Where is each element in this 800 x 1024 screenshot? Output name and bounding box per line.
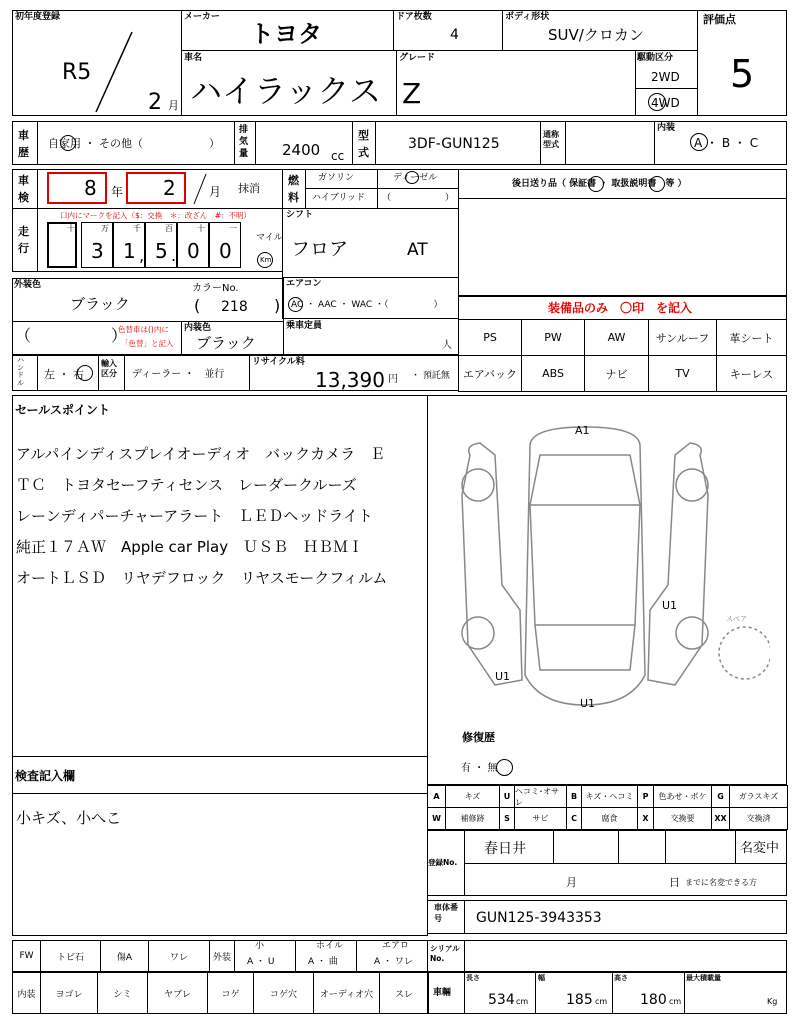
legend-code: P	[637, 785, 654, 808]
legend-desc: キズ・ヘコミ	[581, 785, 638, 808]
recycle-value: 13,390	[315, 368, 385, 392]
drive-4wd: 4WD	[651, 96, 680, 110]
spare-tire	[719, 627, 770, 679]
spare-label: スペア	[726, 615, 747, 623]
sales-line: レーンディパーチャーアラート ＬＥＤヘッドライト	[16, 507, 373, 525]
legend-code: C	[566, 807, 582, 830]
inspection-box	[12, 756, 428, 936]
legend-code: XX	[711, 807, 730, 830]
reg-label: 登録No.	[428, 858, 458, 867]
size-width-unit: cm	[595, 997, 608, 1006]
equipment-cell: TV	[648, 355, 717, 392]
color-code-label: カラーNo.	[192, 283, 239, 294]
color-code-open: (	[194, 296, 201, 315]
odo-unit-label: 十	[197, 224, 205, 233]
docs-circle-1	[588, 176, 604, 192]
fuel-diesel-check	[405, 171, 419, 184]
vin-label: 車体番号	[434, 903, 458, 923]
shaken-month-unit: 月	[209, 185, 222, 199]
odo-digit: 0	[187, 239, 200, 263]
docs-blank	[458, 198, 787, 296]
fuel-other: （ ）	[382, 193, 455, 203]
odo-unit-label: 万	[101, 224, 109, 233]
ext-col-value: A ・ U	[247, 957, 275, 967]
common-label: 通称型式	[543, 130, 559, 149]
int-item: コゲ穴	[253, 972, 314, 1014]
repair-value: 有 ・ 無	[461, 763, 498, 774]
change-note-1: 色替車は()内に	[118, 325, 169, 334]
score-label: 評価点	[703, 13, 736, 26]
model-value: 3DF-GUN125	[408, 136, 500, 152]
interior-grade-value: A ・ B ・ C	[694, 136, 759, 150]
recycle-deposit: ・ 預託無	[411, 371, 450, 381]
mileage-note: 口内にマークを記入（$：交換 ＊：改ざん #：不明）	[60, 211, 252, 220]
disp-label: 排気量	[239, 125, 249, 160]
fw-item: ワレ	[148, 940, 210, 972]
disp-value: 2400	[282, 141, 321, 159]
ac-value: AC ・ AAC ・ WAC ・（ ）	[291, 300, 443, 310]
exterior-label: 外装色	[14, 280, 42, 290]
fuel-gas: ガソリン	[318, 173, 355, 183]
mark-a1: A1	[575, 424, 590, 437]
ac-circle	[288, 297, 303, 312]
shift-label: シフト	[286, 210, 314, 220]
ext-col-title: 小	[255, 941, 265, 951]
model-label: 型式	[358, 129, 369, 159]
sales-line: アルパインディスプレイオーディオ バックカメラ Ｅ	[16, 445, 386, 463]
first-reg-era: R5	[62, 60, 92, 85]
score-value: 5	[730, 52, 755, 96]
color-code-value: 218	[221, 299, 248, 315]
disp-unit: cc	[331, 149, 345, 163]
grade-label: グレード	[399, 53, 436, 63]
recycle-unit: 円	[388, 374, 398, 385]
shaken-label: 車検	[18, 174, 29, 204]
legend-desc: サビ	[514, 807, 567, 830]
legend-code: A	[427, 785, 446, 808]
odo-digit: 5	[155, 239, 168, 263]
odo-unit-label: 十	[67, 224, 75, 233]
maker-value: トヨタ	[250, 20, 322, 48]
size-width-label: 幅	[538, 974, 545, 982]
car-diagram	[440, 415, 770, 715]
legend-code: G	[711, 785, 730, 808]
size-height-label: 高さ	[614, 974, 628, 982]
repair-circle	[496, 759, 513, 776]
sales-line: 純正１７ＡＷ Apple car Play ＵＳＢ ＨＢＭＩ	[16, 538, 364, 556]
size-length-label: 長さ	[466, 974, 480, 982]
docs-value: 後日送り品（ 保証書 ・ 取扱説明書 等 ）	[512, 179, 687, 189]
reg-div-4	[735, 830, 736, 864]
change-note-2: 「色替」と記入	[121, 339, 174, 348]
drive-label: 駆動区分	[637, 53, 674, 63]
odo-unit-label: 千	[133, 224, 141, 233]
mark-u1-left: U1	[495, 670, 511, 683]
reg-div-1	[553, 830, 554, 864]
inspection-divider	[12, 793, 428, 794]
trans-value: AT	[407, 240, 428, 260]
size-load-unit: Kg	[767, 997, 778, 1006]
size-length-value: 534	[488, 992, 515, 1008]
legend-code: S	[499, 807, 515, 830]
first-reg-label: 初年度登録	[15, 12, 61, 22]
ext-label: 外装	[209, 940, 235, 972]
legend-desc: 交換済	[729, 807, 788, 830]
handle-label: ハンドル	[17, 356, 24, 388]
odo-dot: .	[171, 246, 177, 265]
equipment-cell: キーレス	[716, 355, 787, 392]
equipment-cell: PS	[458, 319, 522, 356]
size-label: 車輛	[433, 988, 452, 998]
legend-code: B	[566, 785, 582, 808]
legend-desc: キズ	[445, 785, 500, 808]
legend-code: X	[637, 807, 654, 830]
fw-item: トビ石	[40, 940, 101, 972]
reg-name-change: 名変中	[740, 841, 780, 856]
common-cell	[565, 121, 655, 165]
ext-col-title: エアロ	[382, 941, 410, 951]
first-reg-month: 2	[148, 90, 162, 115]
shaken-year-box	[47, 172, 107, 204]
shaken-deleted: 抹消	[238, 182, 260, 195]
shaken-year-unit: 年	[111, 185, 124, 199]
interior-grade-label: 内装	[657, 123, 676, 133]
ext-col	[234, 940, 296, 972]
equipment-cell: AW	[584, 319, 649, 356]
int-item: ヤブレ	[147, 972, 208, 1014]
equip-title: 装備品のみ 〇印 を記入	[548, 301, 693, 315]
first-reg-month-unit: 月	[168, 99, 179, 112]
sales-label: セールスポイント	[15, 403, 110, 417]
shaken-slash	[190, 172, 210, 206]
int-item: コゲ	[207, 972, 254, 1014]
equipment-cell: 革シート	[716, 319, 787, 356]
reg-place: 春日井	[484, 841, 526, 857]
size-height-unit: cm	[669, 997, 682, 1006]
reg-deadline-note: までに名変できる方	[685, 878, 757, 887]
size-height-value: 180	[640, 992, 667, 1008]
odo-unit-label: 百	[165, 224, 173, 233]
reg-div-3	[665, 830, 666, 864]
car-left-side	[462, 443, 522, 685]
ac-label: エアコン	[286, 279, 322, 289]
shaken-year: 8	[84, 176, 97, 200]
mileage-unit-mile: マイル	[256, 233, 283, 243]
equipment-cell: ナビ	[584, 355, 649, 392]
carname-label: 車名	[184, 53, 203, 63]
fuel-diesel: ディーゼル	[393, 173, 438, 183]
int-label: 内装	[12, 972, 41, 1014]
mark-u1-right: U1	[662, 599, 678, 612]
int-item: シミ	[97, 972, 148, 1014]
mileage-unit-km: Km	[260, 256, 272, 264]
docs-circle-2	[649, 176, 665, 192]
maker-label: メーカー	[184, 12, 220, 22]
legend-desc: 交換要	[653, 807, 712, 830]
reg-div-2	[618, 830, 619, 864]
drive-4wd-circle	[648, 93, 666, 111]
odo-unit-label: 一	[229, 224, 237, 233]
int-item: スレ	[379, 972, 429, 1014]
fuel-hybrid: ハイブリッド	[312, 193, 366, 203]
exterior-value: ブラック	[70, 295, 130, 313]
carname-value: ハイラックス	[190, 72, 382, 110]
mark-u1-bottom: U1	[580, 697, 596, 710]
legend-desc: 補修跡	[445, 807, 500, 830]
fuel-divider-h	[305, 188, 459, 189]
size-length-unit: cm	[516, 997, 529, 1006]
change-paren: （ ）	[15, 326, 128, 345]
serial-cell	[464, 940, 787, 972]
color-code-close: )	[274, 296, 281, 315]
history-value: 自家用 ・ その他（ ）	[48, 137, 220, 150]
car-right-side	[648, 443, 708, 685]
int-item: オーディオ穴	[313, 972, 380, 1014]
shaken-month: 2	[163, 176, 176, 200]
import-label: 輸入区分	[101, 359, 117, 378]
shift-value: フロア	[291, 238, 349, 260]
legend-desc: ヘコミ･オサレ	[514, 785, 567, 808]
ext-col-value: A ・ ワレ	[374, 957, 413, 967]
shaken-month-box	[126, 172, 186, 204]
drive-2wd: 2WD	[651, 70, 680, 84]
fuel-divider-v	[377, 169, 378, 209]
equipment-cell: エアバック	[458, 355, 522, 392]
drive-divider	[635, 88, 698, 89]
odo-digit: 3	[91, 239, 104, 263]
doors-value: 4	[450, 27, 459, 43]
interior-grade-circle	[690, 133, 708, 151]
ext-col-value: A ・ 曲	[308, 957, 338, 967]
interior-color-value: ブラック	[196, 334, 256, 352]
history-circle	[60, 135, 76, 151]
fw-label: FW	[12, 940, 41, 972]
doors-label: ドア枚数	[396, 12, 432, 22]
legend-desc: 色あせ・ボケ	[653, 785, 712, 808]
inspection-text: 小キズ、小へこ	[16, 809, 122, 827]
inspection-label: 検査記入欄	[15, 769, 76, 783]
handle-circle	[77, 365, 93, 381]
body-value: SUV/クロカン	[548, 26, 644, 44]
legend-code: W	[427, 807, 446, 830]
first-reg-slash	[92, 30, 136, 114]
import-value: ディーラー ・ 並行	[132, 369, 225, 380]
car-top-view	[525, 424, 645, 705]
interior-color-label: 内装色	[184, 323, 212, 333]
int-item: ヨゴレ	[40, 972, 98, 1014]
fuel-label: 燃料	[288, 174, 299, 204]
odo-comma: ,	[139, 246, 145, 265]
mileage-label: 走行	[18, 225, 29, 255]
size-load-label: 最大積載量	[686, 974, 721, 982]
reg-deadline-day: 日	[669, 876, 680, 889]
odo-digit: 0	[219, 239, 232, 263]
ext-col-title: ホイル	[316, 941, 344, 951]
reg-deadline-month: 月	[566, 876, 577, 889]
repair-label: 修復歴	[462, 731, 495, 744]
vin-value: GUN125-3943353	[476, 910, 602, 926]
equipment-cell: ABS	[521, 355, 585, 392]
sales-line: オートＬＳＤ リヤデフロック リヤスモークフィルム	[16, 569, 388, 587]
history-label: 車歴	[18, 129, 29, 159]
size-width-value: 185	[566, 992, 593, 1008]
recycle-label: リサイクル料	[252, 357, 305, 367]
odo-digit: 1	[123, 239, 136, 263]
capacity-unit: 人	[442, 340, 452, 351]
body-label: ボディ形状	[505, 12, 550, 22]
handle-value: 左 ・ 右	[44, 368, 84, 381]
equipment-cell: サンルーフ	[648, 319, 717, 356]
legend-desc: ガラスキズ	[729, 785, 788, 808]
legend-code: U	[499, 785, 515, 808]
equipment-cell: PW	[521, 319, 585, 356]
legend-desc: 腐食	[581, 807, 638, 830]
sales-line: ＴＣ トヨタセーフティセンス レーダークルーズ	[16, 476, 357, 494]
capacity-label: 乗車定員	[286, 321, 323, 331]
grade-value: Z	[402, 77, 422, 110]
serial-label: シリアルNo.	[430, 944, 460, 963]
fw-item: 傷A	[100, 940, 149, 972]
